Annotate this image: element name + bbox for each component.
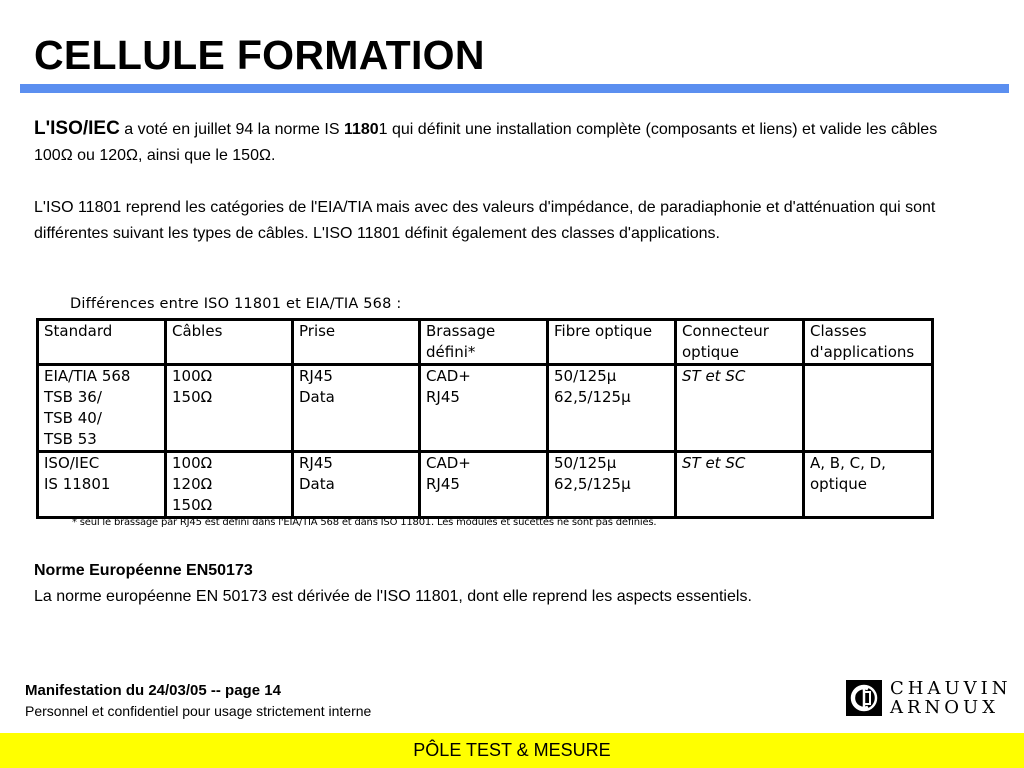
cell-line: RJ45 <box>299 454 333 472</box>
cell-classes <box>804 452 933 518</box>
cell-line: Standard <box>44 322 113 340</box>
cell-fibre <box>548 452 676 518</box>
header-cell-standard <box>38 320 166 365</box>
company-logo <box>846 676 1012 720</box>
cell-line: RJ45 <box>426 475 460 493</box>
cell-line: 50/125μ <box>554 367 617 385</box>
logo-mark-icon <box>846 680 882 716</box>
cell-line: RJ45 <box>426 388 460 406</box>
logo-line-1: CHAUVIN <box>890 678 1012 699</box>
cell-line: ISO/IEC <box>44 454 100 472</box>
footer-event-info: Manifestation du 24/03/05 -- page 14 <box>25 682 281 699</box>
cell-line: Brassage <box>426 322 496 340</box>
cell-classes <box>804 365 933 452</box>
cell-connecteur <box>676 452 804 518</box>
footer-bar-label: PÔLE TEST & MESURE <box>413 740 611 760</box>
cell-line: Classes <box>810 322 867 340</box>
cell-line: TSB 40/ <box>44 409 102 427</box>
header-cell-cables <box>166 320 293 365</box>
cell-line: 50/125μ <box>554 454 617 472</box>
footer-bar <box>0 733 1024 768</box>
cell-line: 62,5/125μ <box>554 388 631 406</box>
cell-fibre <box>548 365 676 452</box>
cell-cables <box>166 365 293 452</box>
intro-paragraph <box>34 116 954 169</box>
cell-line: ST et SC <box>682 454 746 472</box>
cell-line: 150Ω <box>172 388 213 406</box>
cell-line: Fibre optique <box>554 322 653 340</box>
header-cell-fibre <box>548 320 676 365</box>
cell-line: 150Ω <box>172 496 213 514</box>
cell-prise <box>293 452 420 518</box>
cell-line: Connecteur <box>682 322 769 340</box>
cell-line: défini* <box>426 343 476 361</box>
logo-wordmark <box>890 679 1012 717</box>
iso-description-paragraph: L'ISO 11801 reprend les catégories de l'EIA/TIA mais avec des valeurs d'impédance, de paradiaphonie et d'atténuation qui sont différentes suivant les types de câbles. L'ISO 11801 définit également des classes d'applications. <box>34 199 936 242</box>
cell-line: CAD+ <box>426 367 471 385</box>
intro-bold-number: 1180 <box>343 121 379 138</box>
table-row <box>38 452 933 518</box>
differences-table <box>36 318 934 519</box>
cell-line: 100Ω <box>172 367 213 385</box>
cell-line: 62,5/125μ <box>554 475 631 493</box>
cell-standard <box>38 365 166 452</box>
header-cell-brassage <box>420 320 548 365</box>
cell-brassage <box>420 452 548 518</box>
cell-line: TSB 53 <box>44 430 97 448</box>
table-footnote: * seul le brassage par RJ45 est défini dans l'EIA/TIA 568 et dans ISO 11801. Les modules et sucettes ne sont pas définies. <box>72 517 657 528</box>
cell-line: Data <box>299 388 335 406</box>
cell-line: IS 11801 <box>44 475 111 493</box>
header-cell-classes <box>804 320 933 365</box>
intro-text-1: a voté en juillet 94 la norme IS <box>119 121 344 138</box>
cell-brassage <box>420 365 548 452</box>
cell-line: ST et SC <box>682 367 746 385</box>
header-cell-prise <box>293 320 420 365</box>
cell-line: RJ45 <box>299 367 333 385</box>
cell-line: EIA/TIA 568 <box>44 367 131 385</box>
table-caption: Différences entre ISO 11801 et EIA/TIA 568 : <box>70 296 402 312</box>
logo-line-2: ARNOUX <box>890 697 1000 718</box>
cell-line: Câbles <box>172 322 223 340</box>
norm-text: La norme européenne EN 50173 est dérivée de l'ISO 11801, dont elle reprend les aspects essentiels. <box>34 588 752 605</box>
cell-line: optique <box>810 475 868 493</box>
intro-lead: L'ISO/IEC <box>34 118 120 139</box>
table-row <box>38 365 933 452</box>
title-underline <box>20 84 1009 93</box>
cell-cables <box>166 452 293 518</box>
cell-line: 120Ω <box>172 475 213 493</box>
cell-connecteur <box>676 365 804 452</box>
cell-line: Data <box>299 475 335 493</box>
norm-title: Norme Européenne EN50173 <box>34 562 253 579</box>
table-header-row <box>38 320 933 365</box>
cell-prise <box>293 365 420 452</box>
cell-line: 100Ω <box>172 454 213 472</box>
cell-line: TSB 36/ <box>44 388 102 406</box>
header-cell-connecteur <box>676 320 804 365</box>
footer-confidential-note: Personnel et confidentiel pour usage strictement interne <box>25 703 372 719</box>
cell-line: Prise <box>299 322 336 340</box>
cell-line: A, B, C, D, <box>810 454 886 472</box>
cell-line: optique <box>682 343 740 361</box>
slide-title: CELLULE FORMATION <box>34 32 485 78</box>
cell-standard <box>38 452 166 518</box>
cell-line: CAD+ <box>426 454 471 472</box>
cell-line: d'applications <box>810 343 915 361</box>
intro-text-2: 1 qui définit une installation complète (composants et liens) et valide les câbles 100Ω ou 120Ω, ainsi que le 150Ω. <box>34 121 938 164</box>
